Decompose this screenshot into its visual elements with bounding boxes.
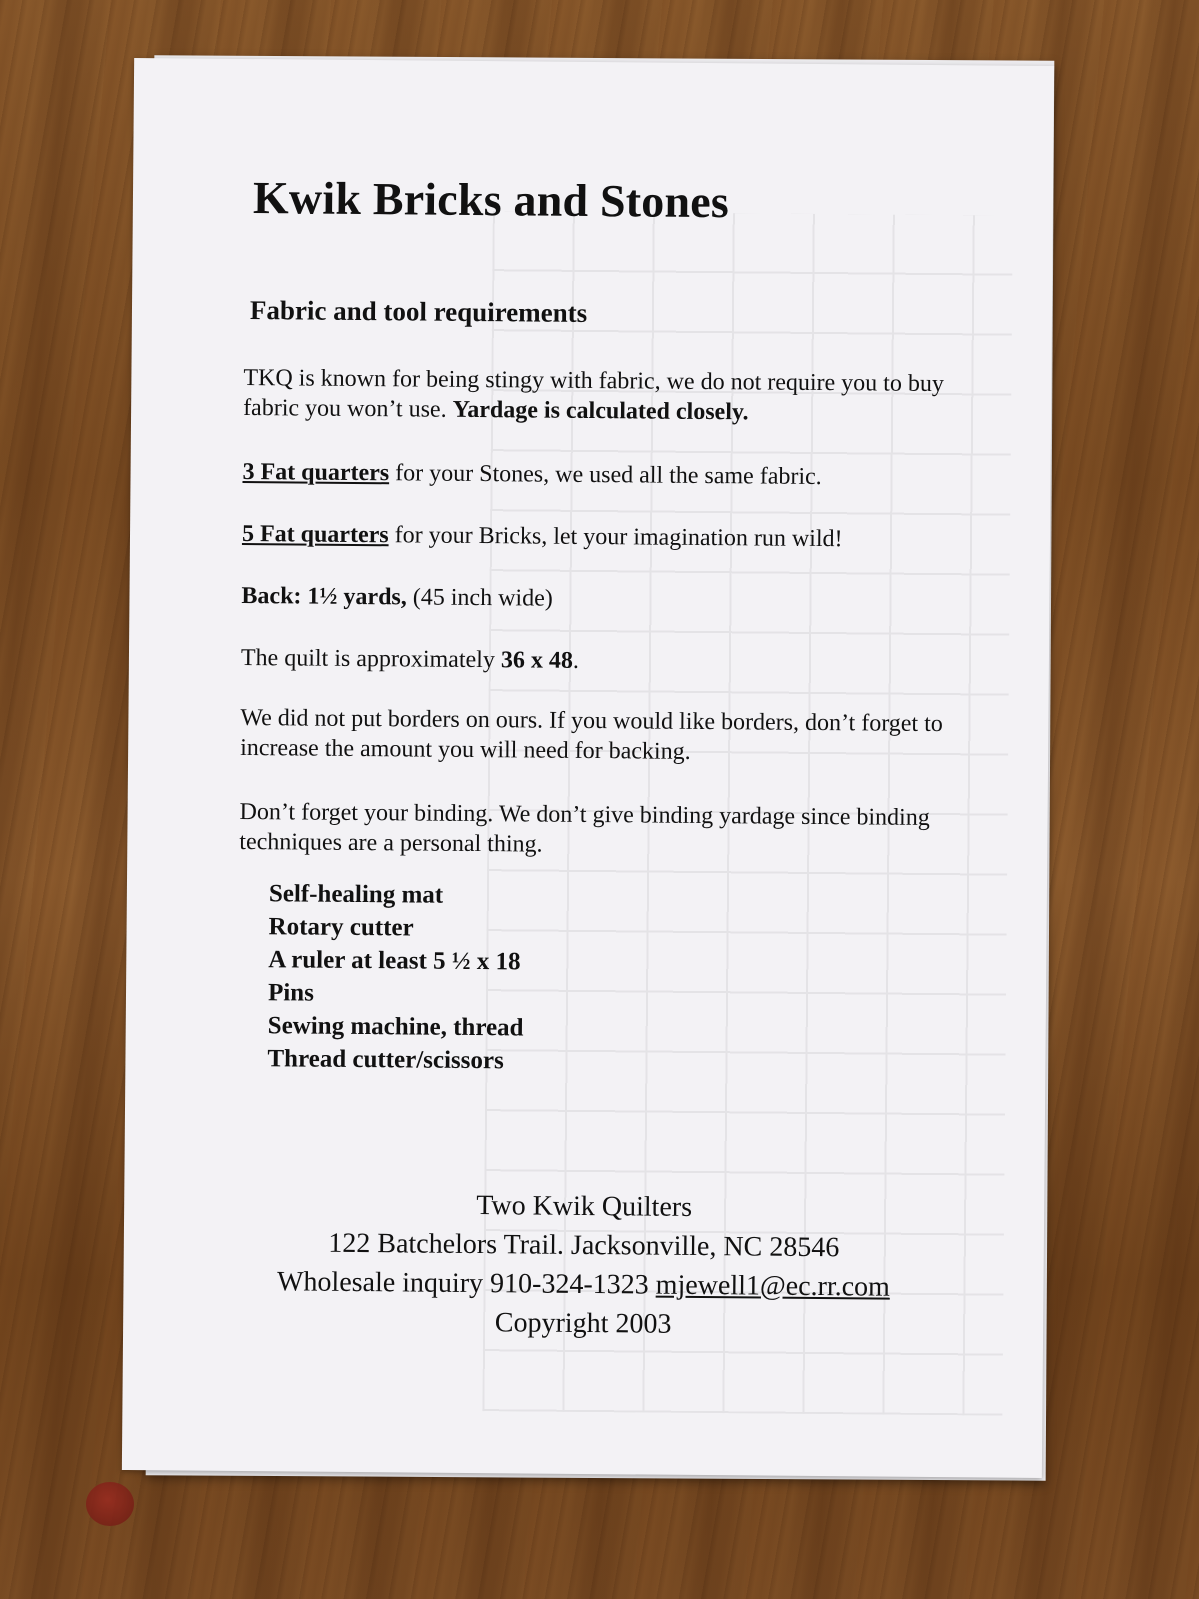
inquiry-text: Wholesale inquiry 910-324-1323 [276, 1266, 656, 1301]
size-end: . [572, 647, 580, 674]
size-text: The quilt is approximately [240, 644, 502, 674]
tool-list [267, 877, 525, 1077]
borders-note: We did not put borders on ours. If you would like borders, don’t forget to increase the amount you will need for backing. [240, 704, 943, 765]
bricks-requirement [242, 519, 982, 555]
bricks-text: for your Bricks, let your imagination run wild! [388, 522, 843, 553]
company-name: Two Kwik Quilters [476, 1190, 693, 1223]
pattern-sheet [122, 58, 1054, 1478]
stones-requirement [242, 457, 982, 493]
tool-item: Thread cutter/scissors [267, 1045, 504, 1075]
quilt-size [241, 643, 981, 679]
copyright: Copyright 2003 [494, 1307, 672, 1340]
publisher-footer [183, 1183, 984, 1346]
section-heading: Fabric and tool requirements [249, 295, 588, 328]
stones-text: for your Stones, we used all the same fabric. [389, 460, 822, 491]
tool-item: Pins [267, 979, 315, 1007]
email-link[interactable]: mjewell1@ec.rr.com [655, 1269, 891, 1303]
company-address: 122 Batchelors Trail. Jacksonville, NC 28546 [328, 1227, 840, 1264]
binding-note: Don’t forget your binding. We don’t give binding yardage since binding techniques are a personal thing. [239, 798, 930, 858]
intro-text: TKQ is known for being stingy with fabric, we do not require you to buy fabric you won’t use. [243, 364, 945, 423]
tool-item: Sewing machine, thread [267, 1012, 524, 1042]
inquiry-line [183, 1261, 983, 1307]
tool-item: Self-healing mat [268, 880, 444, 909]
stones-quantity: 3 Fat quarters [242, 458, 390, 487]
bricks-quantity: 5 Fat quarters [241, 520, 389, 549]
red-dot-sticker [86, 1482, 134, 1526]
document-title: Kwik Bricks and Stones [252, 172, 730, 228]
intro-paragraph [243, 363, 983, 429]
tool-item: A ruler at least 5 ½ x 18 [268, 946, 521, 976]
intro-bold-text: Yardage is calculated closely. [452, 396, 749, 426]
size-value: 36 x 48 [500, 647, 574, 674]
back-quantity: Back: 1½ yards, [241, 582, 407, 611]
back-text: (45 inch wide) [406, 584, 553, 612]
tool-item: Rotary cutter [268, 913, 414, 942]
back-requirement [241, 581, 981, 617]
